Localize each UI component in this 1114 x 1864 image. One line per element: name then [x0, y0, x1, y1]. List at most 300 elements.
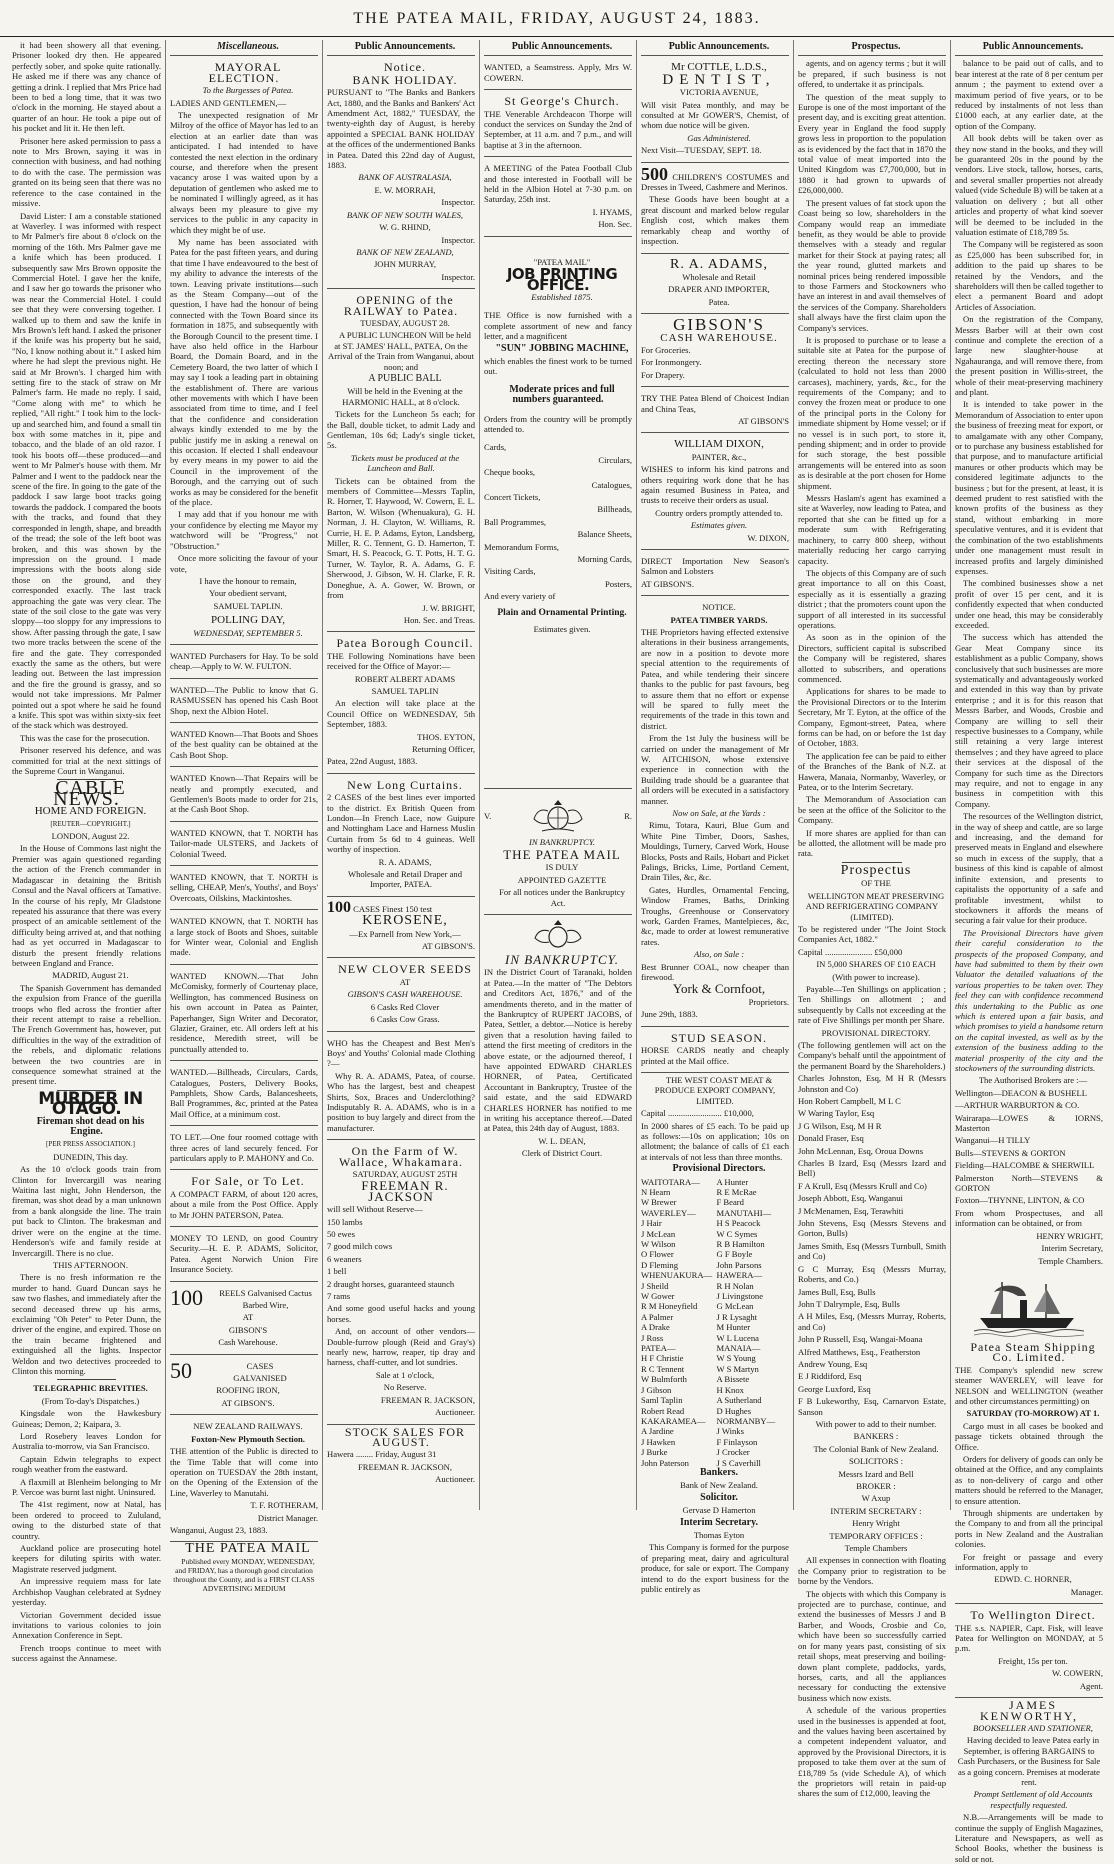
director-name: PATEA—	[641, 1343, 676, 1354]
iron-line: CASES	[246, 1360, 274, 1371]
director-name: Hon Robert Campbell, M L C	[798, 1096, 901, 1106]
director-name: J Hair	[641, 1218, 662, 1229]
director-name: A Drake	[641, 1322, 670, 1333]
broker-line: Foxton—THYNNE, LINTON, & CO	[955, 1195, 1085, 1206]
court-story	[12, 40, 161, 776]
story-paragraph: Prisoner reserved his defence, and was committed for trial at the next sittings of the Supreme Court in Wanganui.	[12, 745, 161, 777]
pros-payable: Payable—Ten Shillings on application ; Ten Shillings on allotment ; and subsequently by Calls not exceeding at the rate of Five Shillings per month per Share.	[798, 983, 946, 1026]
bankers-value: The Colonial Bank of New Zealand.	[813, 1443, 939, 1454]
wire-line: Cash Warehouse.	[218, 1337, 278, 1348]
royal-crest-icon	[528, 919, 588, 951]
section-heading: Prospectus.	[798, 40, 946, 56]
clover-item: 6 Casks Red Clover	[370, 1001, 440, 1012]
kenworthy-ad	[955, 1700, 1103, 1864]
bank-name: BANK OF NEW ZEALAND,	[356, 246, 454, 257]
wanted-ad	[170, 681, 318, 723]
director-row	[641, 1385, 789, 1395]
wanted-ad-text: WANTED—The Public to know that G. RASMUSSEN has opened his Cash Boot Shop, next the Albion Hotel.	[170, 684, 318, 716]
director-name: J Crocker	[716, 1447, 750, 1458]
prospectus-paragraph: It is proposed to purchase or to lease a suitable site at Patea for the purpose of erecting thereon the necessary store (calculated to hold not less than 2000 carcases), machinery, yards, &c., for the requirements of the Company; and to convey the frozen meat or produce to one of the principal ports in the Colony for immediate shipment by Home vessel; or if no vessel is in such port, to store it, pending shipment; and in order to provide for such storage, the best possible arrangements will be entered into as soon as is desirable at the port chosen for Home shipment.	[798, 334, 946, 491]
iron-line: ROOFING IRON,	[216, 1385, 280, 1396]
kerosene-line3: AT GIBSON'S.	[422, 941, 475, 952]
broker-label: BROKER :	[856, 1481, 896, 1491]
prospectus-paragraph: The Company will be registered as soon as £25,000 has been subscribed for, in addition to the paid up shares to be retained by the Vendors, and the shareholders will then be called together to elect a permanent Board and adopt Articles of Association.	[955, 239, 1103, 312]
who-text: WHO has the Cheapest and Best Men's Boys' and Youths' Colonial made Clothing ?—	[327, 1037, 475, 1069]
director-name: R B Hamilton	[716, 1239, 765, 1249]
director-row	[641, 1197, 789, 1207]
gibson-department: For Drapery.	[641, 369, 685, 380]
crest-r: R.	[624, 811, 632, 822]
wanted-ad	[170, 647, 318, 679]
borough-council-ad	[327, 634, 475, 773]
wanted-ad	[170, 1063, 318, 1126]
director-name: J Ross	[641, 1332, 664, 1343]
york-title: York & Cornfoot,	[672, 981, 766, 997]
section-heading: Public Announcements.	[327, 40, 475, 56]
brokers-end: From whom Prospectuses, and all information can be obtained, or from	[955, 1207, 1103, 1229]
bank-signatures	[327, 172, 475, 282]
bank-sig: W. G. RHIND,	[379, 222, 431, 233]
director-name: R C Tennent	[641, 1363, 685, 1374]
column-1	[8, 40, 165, 1664]
railways-role: District Manager.	[257, 1512, 318, 1523]
cottle-title: DENTIST,	[662, 71, 776, 88]
director-name: James Smith, Esq (Messrs Turnbull, Smith and Co)	[798, 1240, 946, 1262]
holiday-text: PURSUANT to "The Banks and Bankers Act, 1880, and the Banks and Bankers' Act Amendment Act, 1882," TUESDAY, the twenty-eighth day of August, is hereby appointed a SPECIAL BANK HOLIDAY at the offices of the undermentioned Banks in Patea. Dated this 22nd day of August, 1883.	[327, 87, 475, 171]
york-role: Proprietors.	[748, 996, 789, 1007]
job-prices: Moderate prices and full numbers guaranteed.	[509, 383, 615, 406]
gibson-departments	[641, 345, 789, 380]
wire-line: Barbed Wire,	[242, 1300, 289, 1311]
wanted-ad-text: WANTED KNOWN, that T. NORTH has a large stock of Boots and Shoes, suitable for Winter wear, Colonial and English made.	[170, 916, 318, 958]
steam-date: SATURDAY (TO-MORROW) AT 1.	[966, 1408, 1100, 1419]
opening-ball: A PUBLIC BALL	[368, 372, 442, 384]
prospectus-paragraph: As soon as in the opinion of the Directors, sufficient capital is subscribed the Company will be registered, shares allotted to subscribers, and operations commenced.	[798, 632, 946, 684]
broker-line: Wanganui—H TILLY	[955, 1135, 1031, 1146]
prospectus-paragraph: The application fee can be paid to either of the Branches of the Bank of N.Z. at Hawera, Manaia, Normanby, Waverley, or Patea, or to the Interim Secretary.	[798, 750, 946, 793]
prospectus-paragraphs-2	[798, 1555, 946, 1798]
dixon-country: Country orders promptly attended to.	[655, 507, 783, 518]
telegraphic-item: Auckland police are prosecuting hotel keepers for diluting spirits with water. Magistrate reserved judgment.	[12, 1543, 161, 1574]
director-row	[641, 1364, 789, 1374]
wanted-ad	[170, 1128, 318, 1170]
wanted-ad	[170, 868, 318, 910]
tea-text: TRY THE Patea Blend of Choicest Indian and China Teas,	[641, 393, 789, 414]
job-item: Morning Cards,	[577, 554, 632, 565]
gibsons-ad	[641, 316, 789, 387]
story-paragraph: Prisoner here asked permission to pass a note to Mrs Brown, saying it was in connection with business, and had nothing to do with the case. The permission was granted on its being seen that there was no reference to the case contained in the missive.	[12, 135, 161, 209]
job-estimates: Estimates given.	[533, 624, 591, 635]
director-name: G F Boyle	[716, 1249, 753, 1260]
job-item: Billheads,	[597, 504, 632, 515]
telegraphic-heading: TELEGRAPHIC BREVITIES.	[33, 1383, 148, 1394]
gibson-title: GIBSON'S	[673, 315, 765, 335]
dixon-name: WILLIAM DIXON,	[674, 438, 764, 451]
director-name: F Finlayson	[716, 1436, 758, 1447]
wire-line: GIBSON'S	[228, 1324, 268, 1335]
welly-title: To Wellington Direct.	[970, 1608, 1096, 1623]
farm-role: Auctioneer.	[435, 1407, 475, 1418]
cottle-address: VICTORIA AVENUE,	[679, 87, 759, 98]
director-name: George Luxford, Esq	[798, 1383, 871, 1394]
mayoral-paragraph: Once more soliciting the favour of your vote,	[170, 553, 318, 574]
kenworthy-text: Having decided to leave Patea early in September, is offering BARGAINS to Cash Purchasers, or the Business for Sale as a going concern. Premises at moderate rent.	[957, 1735, 1101, 1787]
bank-duly: IS DULY	[545, 862, 579, 873]
opening-tickets: Tickets for the Luncheon 5s each; for the Ball, double ticket, to admit Lady and Gentleman, 10s 6d; Lady's single ticket, 5s.	[327, 409, 475, 451]
bank-name: BANK OF AUSTRALASIA,	[358, 172, 452, 183]
kerosene-line2: —Ex Parnell from New York,—	[349, 928, 461, 939]
job-plain: Plain and Ornamental Printing.	[497, 607, 627, 618]
timber-sale: Now on Sale, at the Yards :	[672, 807, 766, 818]
job-text2: which enables the finest work to be turned out.	[484, 355, 632, 377]
job-quote: "PATEA MAIL"	[533, 256, 591, 267]
director-name: J McMenamen, Esq, Terawhiti	[798, 1205, 904, 1216]
telegraphic-item: Victorian Government decided issue invitations to various colonies to join Annexation Conference in Sept.	[12, 1609, 161, 1641]
director-name: J S Caverhill	[716, 1457, 761, 1468]
director-row	[641, 1239, 789, 1249]
director-name: G McLean	[716, 1301, 754, 1312]
bank-sig: JOHN MURRAY,	[373, 259, 437, 270]
director-row	[641, 1437, 789, 1447]
brokers-intro: The Authorised Brokers are :—	[978, 1075, 1088, 1086]
director-name: James Bull, Esq, Bulls	[798, 1286, 876, 1297]
mayoral-paragraph: The unexpected resignation of Mr Milroy of the office of Mayor has led to an election at an earlier date than was anticipated. I had intended to have contested the next election in the ordinary course, and therefore when the present vacancy arose I was waited upon by a deputation of gentlemen who asked me to be nominated I willingly agreed, as it has always been my pleasure to give my services to the public in any capacity in which they might be of use.	[170, 110, 318, 235]
farm-item: And some good useful hacks and young horses.	[327, 1303, 475, 1324]
farm-item: 2 draught horses, guaranteed staunch	[327, 1278, 455, 1289]
prov-dir: PROVISIONAL DIRECTORY.	[821, 1027, 931, 1038]
director-name: A Bissete	[716, 1374, 750, 1385]
gibson-sub: CASH WAREHOUSE.	[660, 331, 778, 344]
afternoon-heading: THIS AFTERNOON.	[53, 1259, 128, 1270]
kenworthy-role: BOOKSELLER AND STATIONER,	[973, 1722, 1093, 1733]
cottle-gas: Gas Administered.	[687, 132, 751, 143]
clover-at: AT	[399, 976, 411, 987]
bankers-label: BANKERS :	[853, 1431, 899, 1442]
opening-signature: J. W. BRIGHT,	[422, 602, 475, 613]
director-row	[641, 1395, 789, 1405]
bank-holiday-ad	[327, 58, 475, 289]
bank-in: IN BANKRUPTCY.	[528, 837, 596, 848]
murder-heading: MURDER IN OTAGO.	[38, 1088, 143, 1120]
bank-role: Inspector.	[441, 234, 475, 245]
director-name: Donald Fraser, Esq	[798, 1133, 864, 1144]
madrid-text: The Spanish Government has demanded the expulsion from France of the guerilla troops who fled across the frontier after their recent attempt to raise a rebellion. The French Government has, however, put difficulties in the way of the extradition of the rebels, and diplomatic relations between the two countries are in consequence somewhat strained at the present time.	[12, 982, 161, 1087]
job-items	[484, 442, 632, 601]
stud-text: HORSE CARDS neatly and cheaply printed at the Mail office.	[641, 1045, 789, 1066]
brokers-list	[955, 1088, 1103, 1206]
job-item: Cards,	[484, 442, 507, 453]
bank-role: Inspector.	[441, 271, 475, 282]
timber-text2: From the 1st July the business will be carried on under the management of Mr W. AITCHISON, whose extensive experience in connection with the Building trade should be a guarantee that all orders will be executed in a satisfactory manner.	[641, 733, 789, 806]
farm-reserve: No Reserve.	[383, 1382, 427, 1393]
barbed-wire-ad	[170, 1284, 318, 1355]
york-date: June 29th, 1883.	[641, 1009, 698, 1020]
director-name: W Gower	[641, 1291, 675, 1302]
director-name: WHENUAKURA—	[641, 1270, 713, 1281]
kenworthy-nb: N.B.—Arrangements will be made to continue the supply of English Magazines, Literature and Newspapers, as well as School Books, whether the business is sold or not.	[955, 1812, 1103, 1864]
directors-list	[641, 1177, 789, 1468]
wanted-ad	[170, 769, 318, 822]
interim-label: INTERIM SECRETARY :	[830, 1505, 922, 1516]
farm-item: 150 lambs	[327, 1216, 363, 1227]
column-5	[636, 40, 793, 1594]
dixon-role: PAINTER, &c.,	[691, 451, 747, 462]
forsale-ad	[170, 1172, 318, 1227]
interim-value: Henry Wright	[852, 1518, 900, 1529]
director-name: W S Martyn	[716, 1363, 759, 1374]
timber-text: THE Proprietors having effected extensive alterations in their business arrangements, are now in a position to devote more special attention to the requirements of Patea, and while tendering their sincere thanks to the public for past favours, beg to assure them that no effort or expense will be spared to fully meet the requirements of the trade in this town and district.	[641, 627, 789, 731]
director-name: D Fleming	[641, 1259, 679, 1270]
steam-shipping-ad	[955, 1268, 1103, 1604]
patea-mail-text: Published every MONDAY, WEDNESDAY, and FRIDAY, has a thorough good circulation throughout the County, and is a FIRST CLASS ADVERTISING MEDIUM	[173, 1556, 315, 1593]
direct-import-ad	[641, 552, 789, 596]
job-item: Ball Programmes,	[484, 516, 547, 527]
money-text: MONEY TO LEND, on good Country Security.—H. E. P. ADAMS, Solicitor, Patea. Agent Norwich Union Fire Insurance Society.	[170, 1233, 318, 1275]
director-row	[641, 1187, 789, 1197]
costumes-number: 500	[641, 163, 668, 184]
wire-line: AT	[242, 1312, 254, 1323]
farm-auctioneer: FREEMAN R. JACKSON	[361, 1178, 449, 1204]
brokers-signature: HENRY WRIGHT,	[1036, 1230, 1103, 1241]
job-item: Circulars,	[598, 454, 632, 465]
pros-company: WELLINGTON MEAT PRESERVING AND REFRIGERATING COMPANY (LIMITED).	[805, 890, 945, 922]
welly-freight: Freight, 15s per ton.	[998, 1655, 1068, 1666]
farm-item: 7 rams	[327, 1291, 351, 1302]
kerosene-number: 100	[327, 898, 351, 916]
seamstress-text: WANTED, a Seamstress. Apply, Mrs W. COWERN.	[484, 62, 632, 83]
prospectus-paragraph: A schedule of the various properties used in the businesses is appended at foot, and the values having been ascertained by a competent independent valuator, and approved by the Provisional Directors, it is proposed to take them over at the sum of £18,789 5s (vide Schedule A), of which the proprietors will retain in paid-up shares the sum of £12,000, leaving the	[798, 1705, 946, 1799]
madrid-dateline: MADRID, August 21.	[52, 970, 129, 981]
steam-title: Patea Steam Shipping Co. Limited.	[970, 1339, 1096, 1365]
cable-news-heading: CABLE NEWS.	[53, 777, 126, 810]
football-signature: I. HYAMS,	[592, 206, 632, 217]
director-name: MANAIA—	[716, 1343, 761, 1354]
polling-title: POLLING DAY,	[211, 614, 285, 627]
borough-title: Patea Borough Council.	[336, 636, 474, 651]
steam-role: Manager.	[1070, 1586, 1103, 1597]
job-title: JOB PRINTING OFFICE.	[506, 265, 618, 294]
director-row	[641, 1291, 789, 1301]
director-name: A Palmer	[641, 1311, 674, 1322]
director-name: Charles Johnston, Esq, M H R (Messrs Johnston and Co)	[798, 1073, 946, 1094]
section-heading: Public Announcements.	[955, 40, 1103, 56]
mayoral-close: I have the honour to remain,	[199, 575, 297, 586]
wanted-ad-text: WANTED Known—That Repairs will be neatly and promptly executed, and Gentlemen's Boots made to order for 21s, at the Cash Boot Shop.	[170, 773, 318, 815]
interim-title: Interim Secretary.	[679, 1516, 759, 1528]
director-name: W Bulmforth	[641, 1374, 687, 1385]
kenworthy-title: JAMES KENWORTHY,	[979, 1698, 1079, 1723]
mayoral-salute: LADIES AND GENTLEMEN,—	[170, 97, 287, 108]
solicitor-title: Solicitor.	[700, 1491, 738, 1503]
bank-gazette: APPOINTED GAZETTE	[517, 874, 607, 885]
gibson-department: For Ironmongery.	[641, 357, 702, 368]
costumes-text: CHILDREN'S COSTUMES and Dresses in Tweed, Cashmere and Merinos.	[641, 171, 789, 193]
director-name: N Hearn	[641, 1186, 671, 1197]
prospectus-paragraph: The objects of this Company are of such great importance to all on this Coast, especially as it is essentially a grazing district ; that the promoters count upon the support of all interested in its successful operations.	[798, 567, 946, 630]
director-name: J McLean	[641, 1228, 676, 1239]
job-machine: "SUN" JOBBING MACHINE,	[495, 342, 629, 354]
clover-items	[327, 1002, 475, 1025]
director-name: H F Christie	[641, 1353, 684, 1364]
railways-date: Wanganui, August 23, 1883.	[170, 1524, 268, 1535]
bank-in2: IN BANKRUPTCY.	[505, 951, 619, 967]
opening-title: OPENING of the RAILWAY to Patea.	[343, 293, 459, 318]
curtains-title: New Long Curtains.	[347, 777, 463, 792]
timber-notice: NOTICE.	[702, 602, 736, 613]
bank-sig: E. W. MORRAH,	[374, 184, 436, 195]
director-name: J Gibson	[641, 1384, 672, 1395]
director-name: H Knox	[716, 1384, 744, 1395]
wellington-direct-ad	[955, 1606, 1103, 1698]
director-row	[641, 1312, 789, 1322]
company-text: This Company is formed for the purpose of preparing meat, dairy and agricultural produce, for sale or export. The Company intend to do the export business for the public entirely as	[641, 1542, 789, 1594]
dixon-signature: W. DIXON,	[747, 532, 789, 543]
clothing-ad	[327, 1034, 475, 1141]
director-name: John T Dalrymple, Esq, Bulls	[798, 1298, 900, 1309]
tea-ad	[641, 389, 789, 433]
steam-text5: For freight or passage and every information, apply to	[955, 1551, 1103, 1573]
bank-name: BANK OF NEW SOUTH WALES,	[346, 209, 464, 220]
director-name: W L Lucena	[716, 1332, 759, 1343]
director-name: Joseph Abbott, Esq, Wanganui	[798, 1193, 903, 1204]
prospectus-paragraph: The resources of the Wellington district, in the way of sheep and cattle, are so large and increasing, and the demand for preserved meats in England and elsewhere so much in excess of the supply, that a business of this kind is capable of almost infinite extension, and presents to capitalists the opportunity of a safe and profitable investment, whilst to stockowners it affords the means of securing a fair value for their produce.	[955, 811, 1103, 926]
director-name: John McLennan, Esq, Oroua Downs	[798, 1145, 924, 1156]
prospectus-paragraph: agents, and on agency terms ; but it will be prepared, if such business is not offered, to undertake it as principals.	[798, 58, 946, 90]
football-ad	[484, 159, 632, 236]
director-row	[641, 1301, 789, 1311]
prov-names	[798, 1073, 946, 1417]
wanted-ad-text: TO LET.—One four roomed cottage with three acres of land securely fenced. For particulars apply to P. MAHONY and Co.	[170, 1132, 318, 1163]
director-name: J R Lysaght	[716, 1311, 758, 1322]
italic-paragraph: The Provisional Directors have given their careful consideration to the prospects of the proposed Company, and have had submitted to them by their own Valuator the detailed valuations of the various properties to be taken over. They feel they can with confidence recommend this undertaking to the Public as one which is entered upon a fair basis, and which promises to yield a handsome return on the capital invested, as well as by the extension of the business adding to the material prosperity of the city and the stockowners of the surrounding districts.	[955, 927, 1103, 1073]
kerosene-title: KEROSENE,	[362, 913, 448, 929]
director-name: H S Peacock	[716, 1218, 761, 1229]
director-row	[641, 1333, 789, 1343]
broker-line: Wellington—DEACON & BUSHELL	[955, 1087, 1088, 1098]
bank-for: For all notices under the Bankruptcy Act.	[499, 887, 625, 908]
director-row	[641, 1426, 789, 1436]
stud-title: STUD SEASON.	[670, 1030, 767, 1045]
job-orders: Orders from the country will be promptly attended to.	[484, 413, 632, 434]
money-ad	[170, 1229, 318, 1282]
meat-text: THE WEST COAST MEAT & PRODUCE EXPORT COMPANY, LIMITED.	[654, 1074, 776, 1106]
prospectus-continued	[955, 58, 1103, 925]
director-name: NORMANBY—	[716, 1415, 776, 1426]
offices-label: TEMPORARY OFFICES :	[829, 1530, 923, 1541]
steam-signature: EDWD. C. HORNER,	[994, 1574, 1072, 1585]
director-name: F A Krull, Esq (Messrs Krull and Co)	[798, 1180, 927, 1191]
stock-sales-ad	[327, 1424, 475, 1485]
director-row	[641, 1353, 789, 1363]
church-text: THE Venerable Archdeacon Thorpe will conduct the services on Sunday the 2nd of September, at 11 a.m. and 7 p.m., and will baptise at 3 in the afternoon.	[484, 108, 632, 150]
director-name: A H Miles, Esq, (Messrs Murray, Roberts, and Co)	[798, 1311, 946, 1332]
prov-power: With power to add to their number.	[815, 1418, 937, 1429]
prov-note: (The following gentlemen will act on the Company's behalf until the appointment of the permanent Board by the Shareholders.)	[798, 1039, 946, 1071]
railways-text: THE attention of the Public is directed to the Time Table that will come into operation on TUESDAY the 28th instant, on the Opening of the Extension of the Line, Waverley to Manutahi.	[170, 1446, 318, 1498]
bankruptcy-text: IN the District Court of Taranaki, holden at Patea.—In the matter of "The Debtors and Creditors Act, 1876," and of the amendments thereto, and in the matter of the Bankruptcy of RUPERT JACOBS, of Patea, Settler, a debtor.—Notice is hereby given that a resolution having failed to attend the first meeting of creditors in the above estate, or the adjourned thereof, I have appointed EDWARD CHARLES HORNER, of Patea, Certificated Accountant in Bankruptcy, Trustee of the said estate, and the said EDWARD CHARLES HORNER has notified to me in writing his acceptance thereof.—Dated at Patea, this 24th day of August, 1883.	[484, 967, 632, 1134]
adams-role: Wholesale and Retail	[682, 271, 756, 282]
curtains-signature: R. A. ADAMS,	[378, 856, 432, 867]
steam-text3: Orders for delivery of goods can only be obtained at the Office, and any complaints as to non-delivery of cargo and other matters should be referred to the Manager, to ensure attention.	[955, 1453, 1103, 1506]
offices-value: Temple Chambers	[844, 1543, 908, 1554]
football-text: A MEETING of the Patea Football Club and those interested in Football will be held in the Albion Hotel at 7-30 p.m. on Saturday, 25th inst.	[484, 163, 632, 205]
adams-role2: DRAPER AND IMPORTER,	[668, 284, 770, 295]
meat-capital: Capital ......................... £10,000,	[641, 1108, 754, 1119]
director-name: F B Lukeworthy, Esq, Carnarvon Estate, Sanson	[798, 1396, 946, 1417]
bankruptcy-notice	[484, 919, 632, 1159]
story-paragraph: it had been showery all that evening. Prisoner looked dry then. He appeared perfectly sober, and spoke quite rationally. He asked me if there was any chance of getting a drink. I replied that Mrs Price had been to bed a long time, that it was two o'clock in the morning. He stayed about a quarter of an hour. He took a pipe out of his pocket and lit it. He then left.	[12, 40, 161, 134]
costumes-ad	[641, 165, 789, 254]
telegraphic-subheading: (From To-day's Dispatches.)	[41, 1395, 140, 1406]
director-name: R E McRae	[716, 1186, 757, 1197]
kerosene-line1: CASES Finest 150 test	[353, 903, 433, 914]
wanted-ads	[170, 647, 318, 1170]
job-item: Visiting Cards,	[484, 566, 536, 577]
director-row	[641, 1374, 789, 1384]
steam-text2: Cargo must in all cases be booked and passage tickets obtained through the Office.	[955, 1420, 1103, 1452]
iron-number: 50	[170, 1357, 192, 1383]
job-item: Catalogues,	[591, 479, 632, 490]
pros-title: Prospectus	[840, 862, 912, 878]
football-role: Hon. Sec.	[598, 219, 632, 230]
prospectus-paragraph: All book debts will be taken over as they now stand in the books, and they will be guaranteed 20s in the pound by the vendors. Live stock, tallow, horses, carts, and several smaller properties not already valued (vide Schedule B) will be taken at a valuation on delivery ; but all other articles and property of what kind soever will be deemed to be included in the valuation estimate of £18,789 5s.	[955, 133, 1103, 237]
polling-date: WEDNESDAY, SEPTEMBER 5.	[193, 627, 303, 638]
royal-crest-icon	[528, 799, 588, 833]
stock-line: Hawera ........ Friday, August 31	[327, 1449, 437, 1460]
director-row	[641, 1322, 789, 1332]
director-row	[641, 1229, 789, 1239]
welly-signature: W. COWERN,	[1051, 1668, 1103, 1679]
timber-title: PATEA TIMBER YARDS.	[670, 614, 768, 625]
mayoral-title: MAYORAL ELECTION.	[208, 60, 282, 85]
borough-text: THE Following Nominations have been received for the Office of Mayor:—	[327, 650, 475, 672]
director-name: J Livingstone	[716, 1291, 764, 1302]
broker-line: Bulls—STEVENS & GORTON	[955, 1147, 1066, 1158]
director-name: R H Nolan	[716, 1280, 754, 1291]
telegraphic-item: Lord Rosebery leaves London for Australia to-morrow, via San Francisco.	[12, 1431, 161, 1452]
director-name: HAWERA—	[716, 1270, 763, 1281]
dixon-estimates: Estimates given.	[690, 520, 748, 531]
timber-yards-ad	[641, 598, 789, 1026]
mayoral-to: To the Burgesses of Patea.	[202, 85, 294, 96]
prospectus-paragraph: The success which has attended the Gear Meat Company since its establishment as a public Company, shows conclusively that such businesses are more systematically and advantageously worked and extended in this way than by private enterprise ; and it is for this reason that Messrs Barber, and Woods, Crosbie and Company are willing to sell their respective businesses to a Company, while still retaining a very large interest themselves ; and they have agreed to place their services at the disposal of the Company for such time as the Directors may require, and not to engage in any business in competition with this Company.	[955, 632, 1103, 809]
bankers-text: Bank of New Zealand.	[680, 1480, 758, 1491]
director-row	[641, 1249, 789, 1259]
farm-date: SATURDAY, AUGUST 25TH	[352, 1168, 458, 1179]
notice-title: Notice.	[384, 60, 426, 75]
clover-ad	[327, 960, 475, 1031]
farm-text2: And, on account of other vendors—Double-furrow plough (Reid and Gray's) nearly new, harrow, reaper, tip dray and harness, chaff-cutter, and lot sundries.	[327, 1326, 475, 1368]
prospectus-paragraphs	[798, 58, 946, 858]
director-name: E J Riddiford, Esq	[798, 1371, 862, 1382]
curtains-text: 2 CASES of the best lines ever imported to the district. Ex British Queen from London—In French Lace, now Guipure and Nottingham Lace and Harness Muslin Curtain from 5s 6d to 4 guineas. Well worthy of inspection.	[327, 792, 475, 855]
dentist-ad	[641, 58, 789, 162]
director-name: John Stevens, Esq (Messrs Stevens and Gorton, Bulls)	[798, 1218, 946, 1239]
section-heading: Public Announcements.	[484, 40, 632, 56]
steam-text: THE Company's splendid new screw steamer WAVERLEY, will leave for NELSON and WELLINGTON (weather and other circumstances permitting) on	[955, 1364, 1103, 1406]
iron-line: AT GIBSON'S.	[221, 1397, 275, 1408]
pros-power: (With power to increase).	[832, 971, 920, 982]
prospectus-paragraph: Messrs Haslam's agent has examined a site at Waverley, now leading to Patea, and reported that she can be fitted up for a moderate sum with Refrigerating machinery, to carry 800 sheep, without materially reducing her cargo carrying capacity.	[798, 493, 946, 566]
borough-name: ROBERT ALBERT ADAMS	[354, 673, 456, 684]
curtains-ad	[327, 776, 475, 897]
wanted-ad-text: WANTED.—Billheads, Circulars, Cards, Catalogues, Posters, Delivery Books, Pamphlets, Show Cards, Balancesheets, Ball Programmes, &c, printed at the Patea Mail Office, at a minimum cost.	[170, 1067, 318, 1119]
prospectus-paragraph: The question of the meat supply to Europe is one of the most important of the present day, and is exciting great attention. Every year in England the food supply grows less in proportion to the population as is evidenced by the fact that in 1870 the total value of meat imported into the United Kingdom was £7,700,000, but in 1880 it had grown to upwards of £26,000,000.	[798, 91, 946, 196]
director-name: Andrew Young, Esq	[798, 1358, 868, 1369]
wanted-ad-text: WANTED KNOWN, that T. NORTH has Tailor-made ULSTERS, and Jackets of Colonial Tweed.	[170, 827, 318, 859]
director-name: M Hunter	[716, 1322, 751, 1333]
prospectus-paragraph: balance to be paid out of calls, and to bear interest at the rate of 8 per centum per annum ; the payment to extend over a maximum period of five years, or to be reduced by instalments of not less than £1000 each, at any earlier date, at the option of the Company.	[955, 58, 1103, 131]
